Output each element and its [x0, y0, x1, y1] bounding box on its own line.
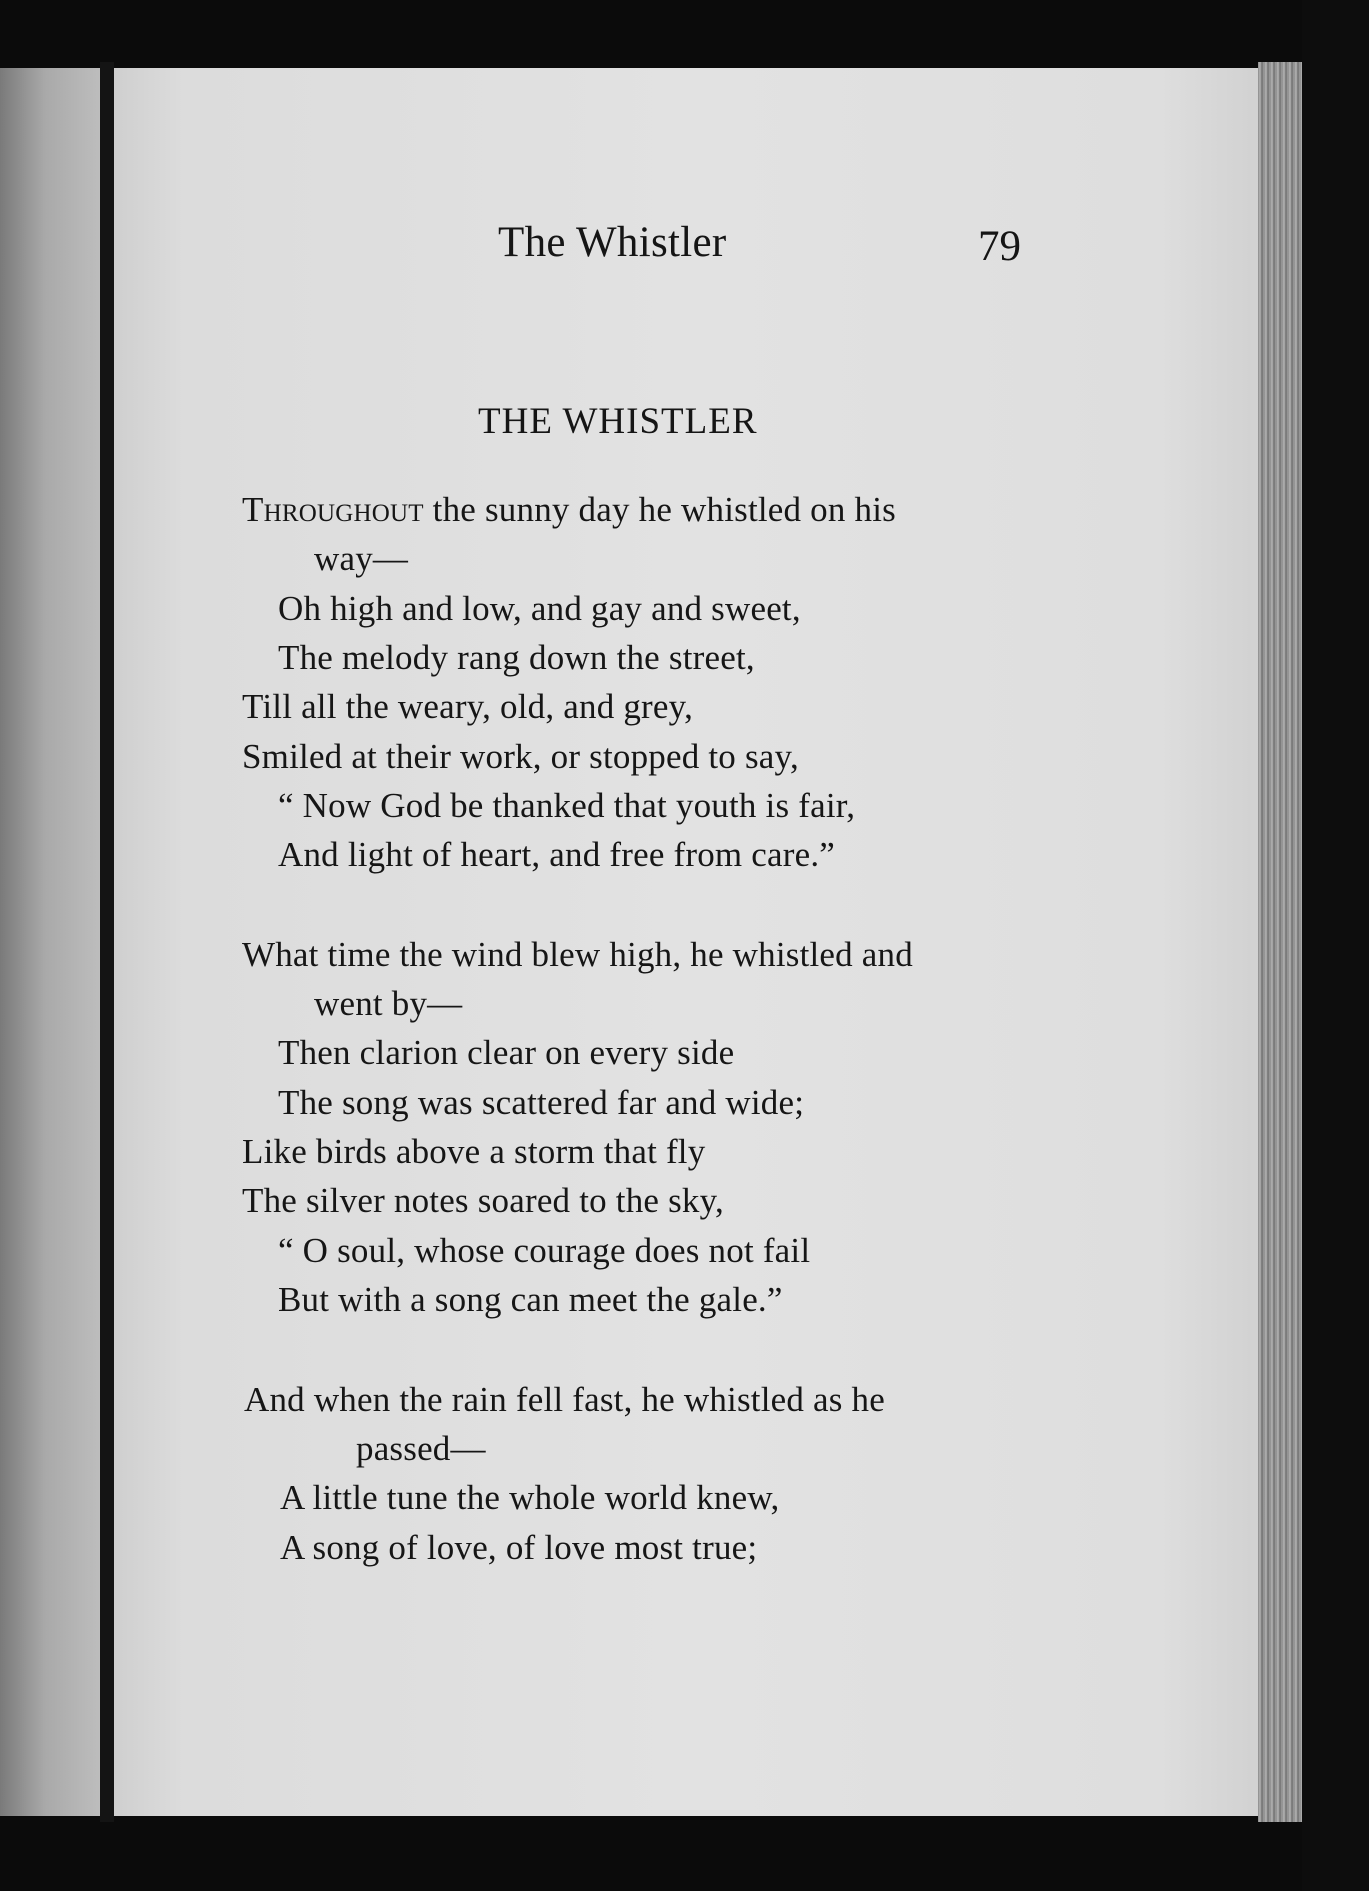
- poem-line: A song of love, of love most true;: [280, 1528, 758, 1567]
- page-stack-edge: [1258, 62, 1302, 1822]
- poem-line: A little tune the whole world knew,: [280, 1478, 780, 1517]
- running-title: The Whistler: [498, 219, 727, 266]
- poem-line: “ O soul, whose courage does not fail: [278, 1231, 811, 1270]
- poem-line: And light of heart, and free from care.”: [278, 835, 836, 874]
- poem-line: What time the wind blew high, he whistled and: [242, 935, 913, 974]
- poem-line: passed—: [356, 1429, 486, 1468]
- poem-line: Oh high and low, and gay and sweet,: [278, 589, 801, 628]
- poem-line: The song was scattered far and wide;: [278, 1083, 805, 1122]
- poem-line: way—: [314, 539, 409, 578]
- page-number: 79: [978, 223, 1021, 270]
- poem-line: went by—: [314, 984, 463, 1023]
- poem-line: “ Now God be thanked that youth is fair,: [278, 786, 856, 825]
- poem-line: Then clarion clear on every side: [278, 1033, 735, 1072]
- book-gutter: [100, 62, 114, 1822]
- poem-line: And when the rain fell fast, he whistled as he: [244, 1380, 885, 1419]
- poem-title: THE WHISTLER: [478, 401, 758, 442]
- poem-line: Throughout the sunny day he whistled on his: [242, 490, 896, 529]
- poem-line: The silver notes soared to the sky,: [242, 1181, 724, 1220]
- poem-line: The melody rang down the street,: [278, 638, 755, 677]
- scan-background: [1302, 0, 1369, 1891]
- poem-line: Like birds above a storm that fly: [242, 1132, 706, 1171]
- left-page-edge: [0, 68, 100, 1816]
- poem-line: Smiled at their work, or stopped to say,: [242, 737, 799, 776]
- poem-line: Till all the weary, old, and grey,: [242, 687, 694, 726]
- poem-line: But with a song can meet the gale.”: [278, 1280, 783, 1319]
- small-caps-lead: Throughout: [242, 490, 424, 529]
